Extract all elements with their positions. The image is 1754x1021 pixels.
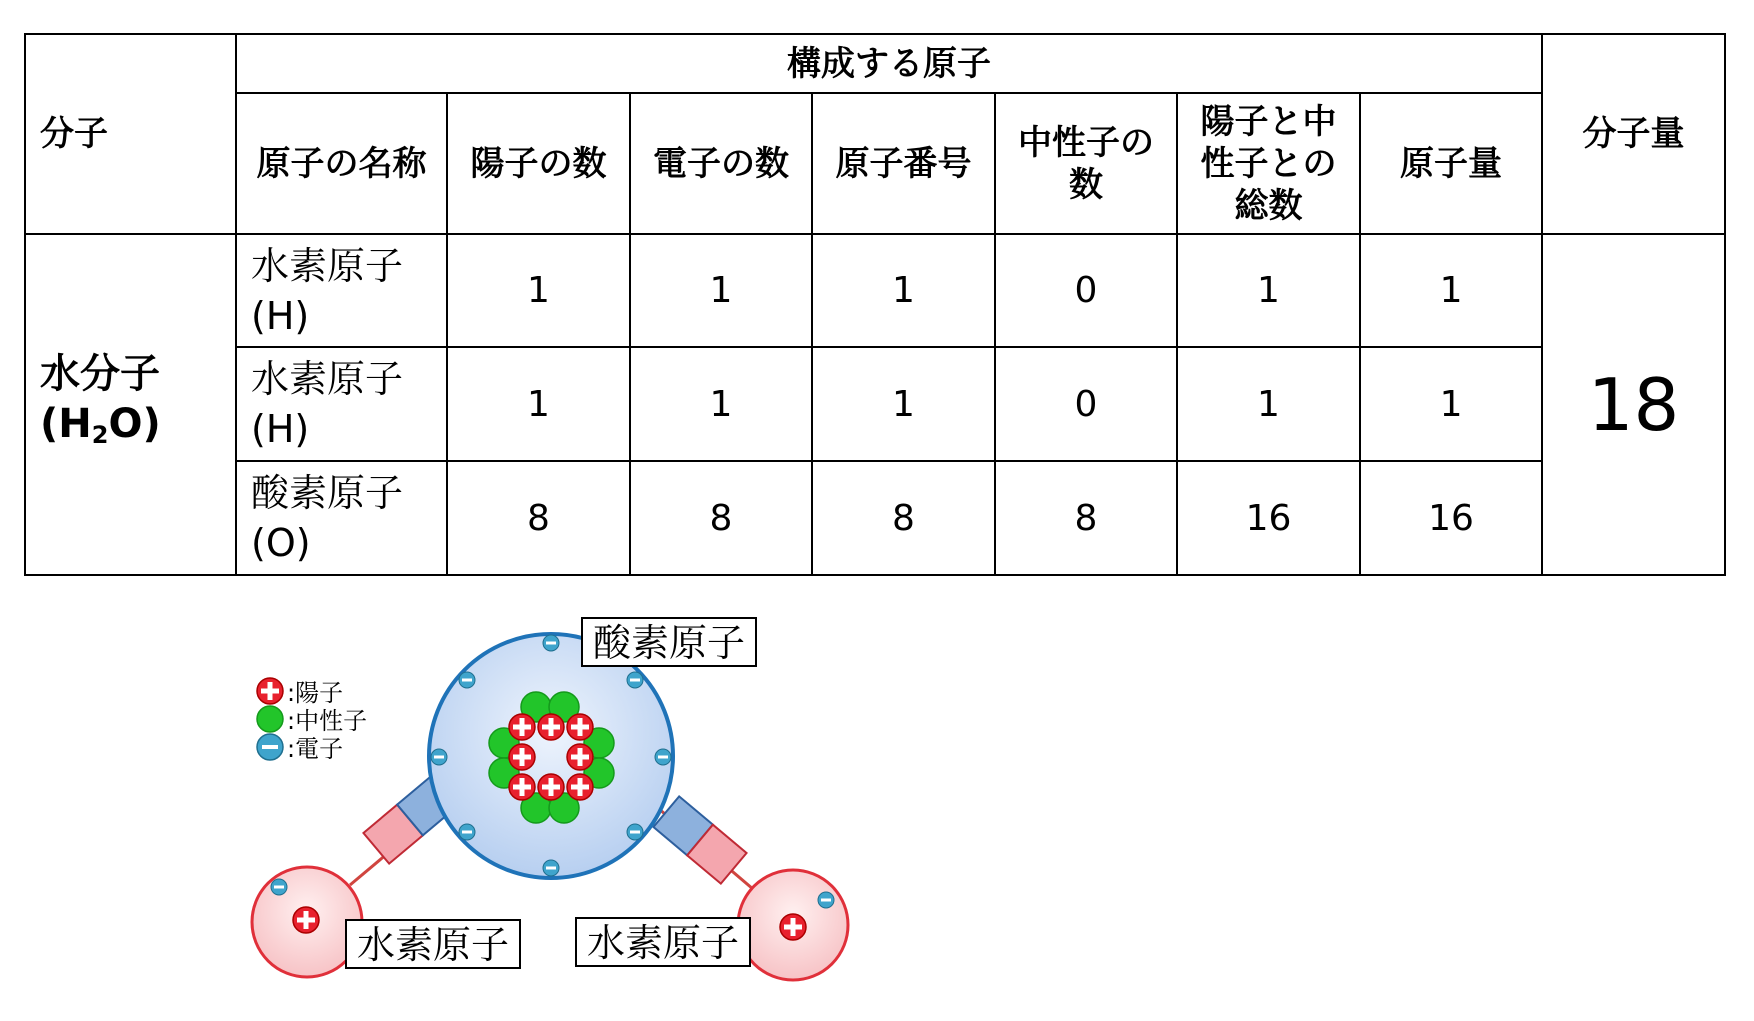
legend-electron-label: :電子	[287, 735, 344, 763]
header-molecular-weight: 分子量	[1542, 34, 1725, 234]
atomic-weight-cell: 16	[1360, 461, 1542, 575]
atomic-number-cell: 1	[812, 234, 995, 347]
proton-count-cell: 1	[447, 234, 630, 347]
electron-icon	[431, 749, 447, 765]
electron-icon	[655, 749, 671, 765]
electron-icon	[543, 635, 559, 651]
atom-name-cell: 水素原子 (H)	[236, 234, 447, 347]
electron-count-cell: 8	[630, 461, 812, 575]
hydrogen-right-label-box	[576, 918, 750, 966]
atom-name-cell: 酸素原子 (O)	[236, 461, 447, 575]
hydrogen-left-label-box	[346, 920, 520, 968]
atom-composition-table	[24, 33, 1726, 576]
header-molecule: 分子	[25, 34, 236, 234]
header-constituent-atoms: 構成する原子	[236, 34, 1542, 93]
neutron-count-cell: 8	[995, 461, 1177, 575]
electron-icon	[459, 824, 475, 840]
table-row	[25, 347, 1725, 461]
electron-icon	[459, 672, 475, 688]
atom-name-cell: 水素原子 (H)	[236, 347, 447, 461]
header-atom-name: 原子の名称	[236, 93, 447, 234]
electron-icon	[627, 672, 643, 688]
proton-icon	[567, 744, 593, 770]
proton-icon	[509, 714, 535, 740]
molecule-name: 水分子	[40, 351, 160, 397]
proton-icon	[780, 914, 806, 940]
header-atomic-number: 原子番号	[812, 93, 995, 234]
atomic-weight-cell: 1	[1360, 347, 1542, 461]
electron-count-cell: 1	[630, 347, 812, 461]
neutron-legend-icon	[257, 706, 283, 732]
atomic-number-cell: 8	[812, 461, 995, 575]
proton-icon	[567, 714, 593, 740]
proton-count-cell: 1	[447, 347, 630, 461]
molecule-formula: $(H_2O)$	[40, 401, 161, 449]
header-neutron-count: 中性子の数	[995, 93, 1177, 234]
proton-count-cell: 8	[447, 461, 630, 575]
mass-number-cell: 16	[1177, 461, 1360, 575]
mass-number-cell: 1	[1177, 234, 1360, 347]
header-electron-count: 電子の数	[630, 93, 812, 234]
table-row	[25, 461, 1725, 575]
neutron-count-cell: 0	[995, 234, 1177, 347]
proton-icon	[293, 907, 319, 933]
proton-legend-icon	[257, 678, 283, 704]
table-row	[25, 234, 1725, 347]
proton-icon	[509, 774, 535, 800]
oxygen-label-box	[582, 618, 756, 666]
hydrogen-atom-right	[738, 870, 848, 980]
water-molecule-diagram	[0, 590, 900, 1010]
proton-icon	[509, 744, 535, 770]
header-atomic-weight: 原子量	[1360, 93, 1542, 234]
molecular-weight-value: 18	[1542, 234, 1725, 575]
electron-icon	[543, 860, 559, 876]
legend	[257, 678, 367, 763]
molecule-cell	[25, 234, 236, 575]
electron-icon	[271, 879, 287, 895]
atomic-weight-cell: 1	[1360, 234, 1542, 347]
proton-icon	[567, 774, 593, 800]
mass-number-cell: 1	[1177, 347, 1360, 461]
neutron-count-cell: 0	[995, 347, 1177, 461]
proton-icon	[538, 774, 564, 800]
electron-legend-icon	[257, 734, 283, 760]
oxygen-label: 酸素原子	[592, 621, 746, 665]
proton-icon	[538, 714, 564, 740]
electron-count-cell: 1	[630, 234, 812, 347]
hydrogen-left-label: 水素原子	[356, 923, 510, 967]
header-mass-number: 陽子と中性子との総数	[1177, 93, 1360, 234]
electron-icon	[818, 892, 834, 908]
oxygen-atom	[429, 634, 673, 878]
legend-proton-label: :陽子	[287, 679, 344, 707]
legend-neutron-label: :中性子	[287, 707, 368, 735]
hydrogen-right-label: 水素原子	[586, 921, 740, 965]
header-proton-count: 陽子の数	[447, 93, 630, 234]
atomic-number-cell: 1	[812, 347, 995, 461]
electron-icon	[627, 824, 643, 840]
